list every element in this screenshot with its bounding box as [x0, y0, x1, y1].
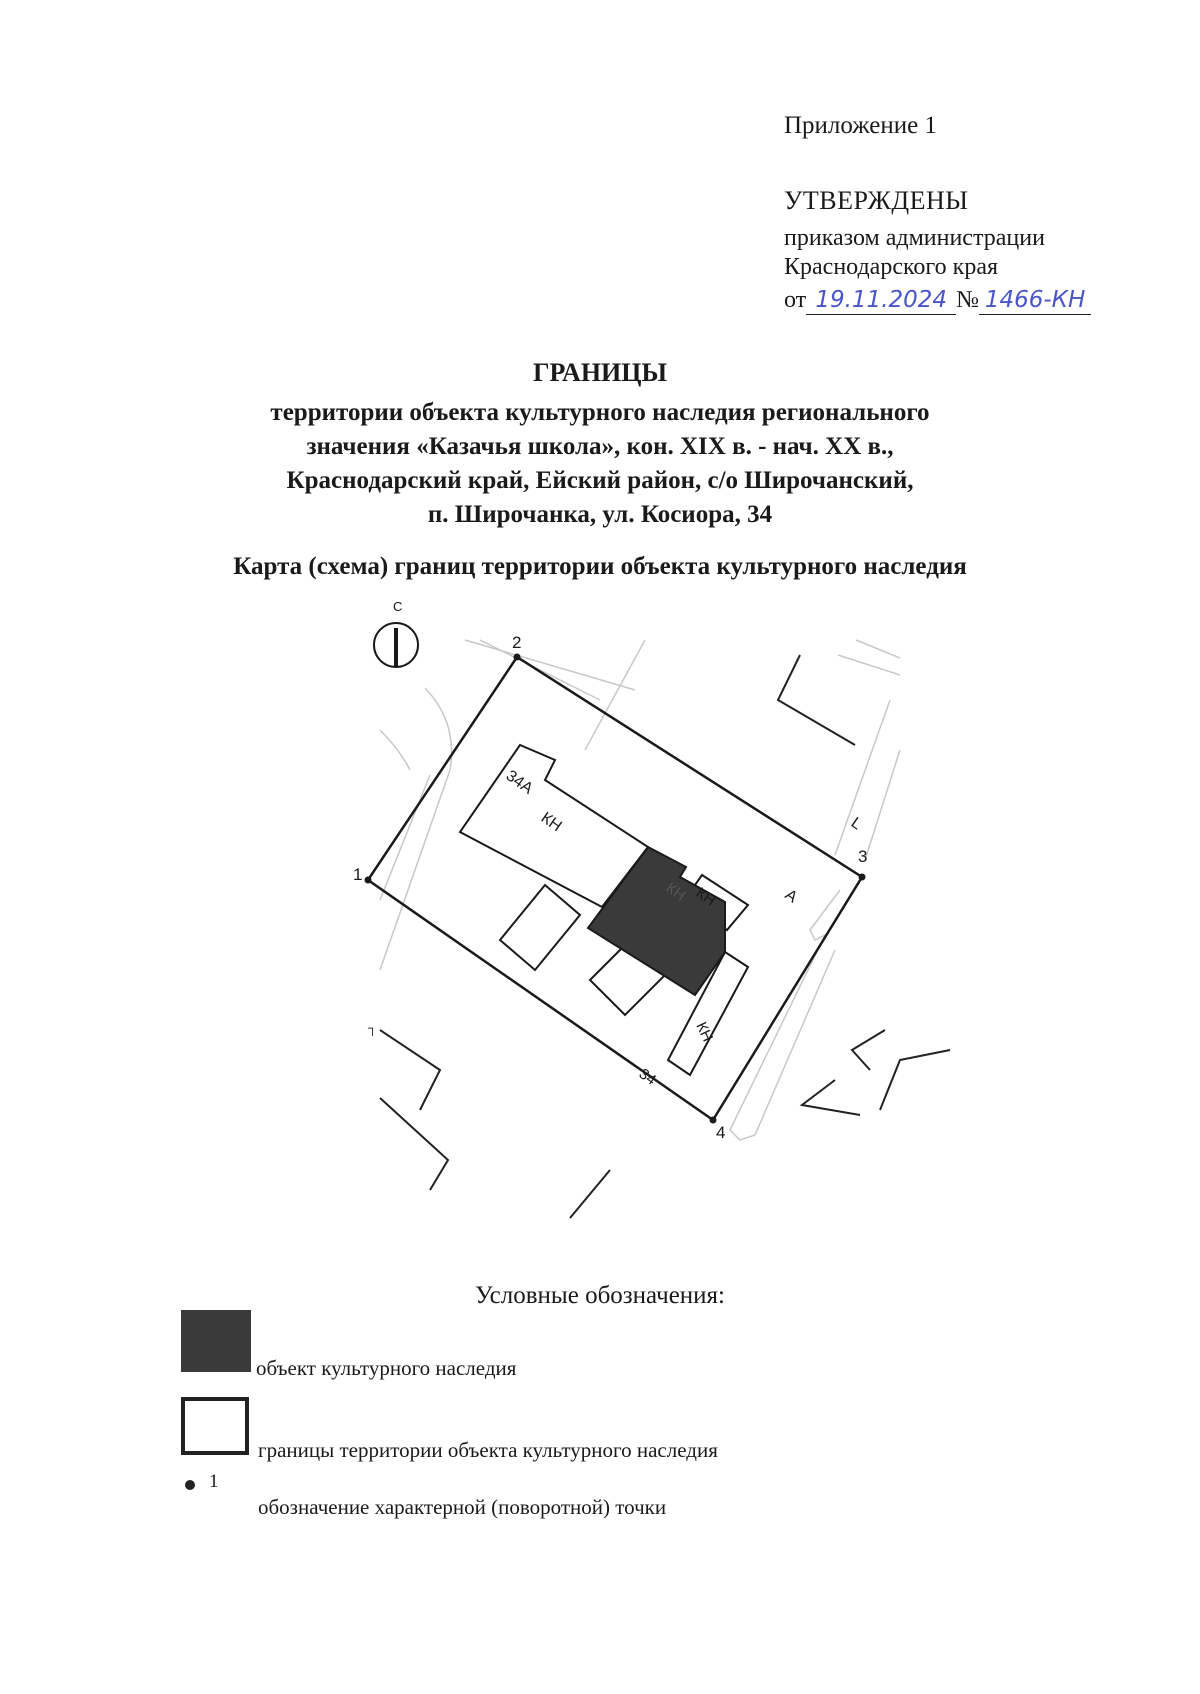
neighbor-building	[380, 1030, 440, 1110]
handwritten-date: 19.11.2024	[806, 286, 956, 315]
context-line	[380, 775, 430, 900]
legend-point-label: обозначение характерной (поворотной) точки	[258, 1495, 667, 1519]
point-label-1: 1	[353, 865, 363, 884]
order-line-1: приказом администрации	[784, 225, 1045, 251]
neighbor-building	[778, 655, 855, 745]
neighbor-building	[852, 1030, 885, 1070]
boundary-point-3	[859, 874, 866, 881]
order-line-2: Краснодарского края	[784, 254, 999, 280]
neighbor-building	[880, 1050, 950, 1110]
label-a: А	[781, 886, 801, 907]
appendix-label: Приложение 1	[784, 112, 937, 139]
legend-title: Условные обозначения:	[474, 1282, 726, 1309]
title-line-1: территории объекта культурного наследия регионального	[270, 399, 930, 426]
north-label: С	[393, 599, 403, 614]
order-issuer	[784, 224, 1045, 282]
map-subtitle: Карта (схема) границ территории объекта культурного наследия	[233, 553, 967, 580]
point-label-4: 4	[716, 1123, 726, 1142]
label-kn-lower: КН	[692, 1019, 717, 1045]
label-kn-34a: КН	[537, 809, 565, 836]
boundary-point-1	[365, 877, 372, 884]
neighbor-building	[380, 1098, 448, 1190]
label-34: 34	[635, 1065, 660, 1089]
neighbor-building	[802, 1080, 860, 1115]
legend-swatch-heritage	[181, 1310, 251, 1372]
heritage-object	[588, 847, 725, 995]
boundary-map	[353, 599, 950, 1218]
context-line	[380, 730, 410, 770]
neighbor-line	[570, 1170, 610, 1218]
context-line	[480, 640, 600, 700]
label-bracket: ┐	[368, 1020, 378, 1035]
boundary-map-svg	[353, 599, 950, 1218]
context-line	[838, 655, 900, 675]
legend-point-dot	[185, 1480, 195, 1490]
map-labels	[353, 599, 867, 1142]
point-label-3: 3	[858, 847, 868, 866]
context-line	[730, 890, 840, 1140]
legend-heritage-label: объект культурного наследия	[256, 1356, 517, 1380]
label-l: L	[847, 814, 865, 834]
label-34a: 34А	[502, 767, 536, 798]
north-arrow	[374, 623, 418, 667]
title-line-3: Краснодарский край, Ейский район, с/о Широчанский,	[286, 467, 914, 494]
context-line	[425, 688, 452, 770]
legend-point-number: 1	[209, 1471, 219, 1492]
handwritten-number: 1466-КН	[979, 286, 1091, 315]
legend-swatch-boundary	[181, 1397, 249, 1455]
document-title: ГРАНИЦЫ	[532, 358, 668, 387]
document-title-body	[0, 396, 1200, 532]
boundary-point-2	[514, 654, 521, 661]
legend-boundary-label: границы территории объекта культурного наследия	[258, 1438, 718, 1462]
approved-heading: УТВЕРЖДЕНЫ	[784, 186, 969, 215]
point-label-2: 2	[512, 633, 522, 652]
label-kn-annex: КН	[692, 884, 719, 910]
context-line	[380, 770, 450, 970]
label-kn-heritage: КН	[662, 879, 689, 905]
number-prefix: №	[956, 287, 980, 313]
title-line-4: п. Широчанка, ул. Косиора, 34	[427, 501, 773, 528]
outbuilding	[500, 885, 580, 970]
context-line	[835, 700, 890, 855]
context-line	[856, 640, 900, 658]
context-line	[465, 640, 635, 690]
date-prefix: от	[784, 287, 807, 313]
context-line	[865, 750, 900, 860]
title-line-2: значения «Казачья школа», кон. XIX в. - нач. XX в.,	[306, 433, 894, 460]
order-date-number	[784, 286, 1091, 320]
